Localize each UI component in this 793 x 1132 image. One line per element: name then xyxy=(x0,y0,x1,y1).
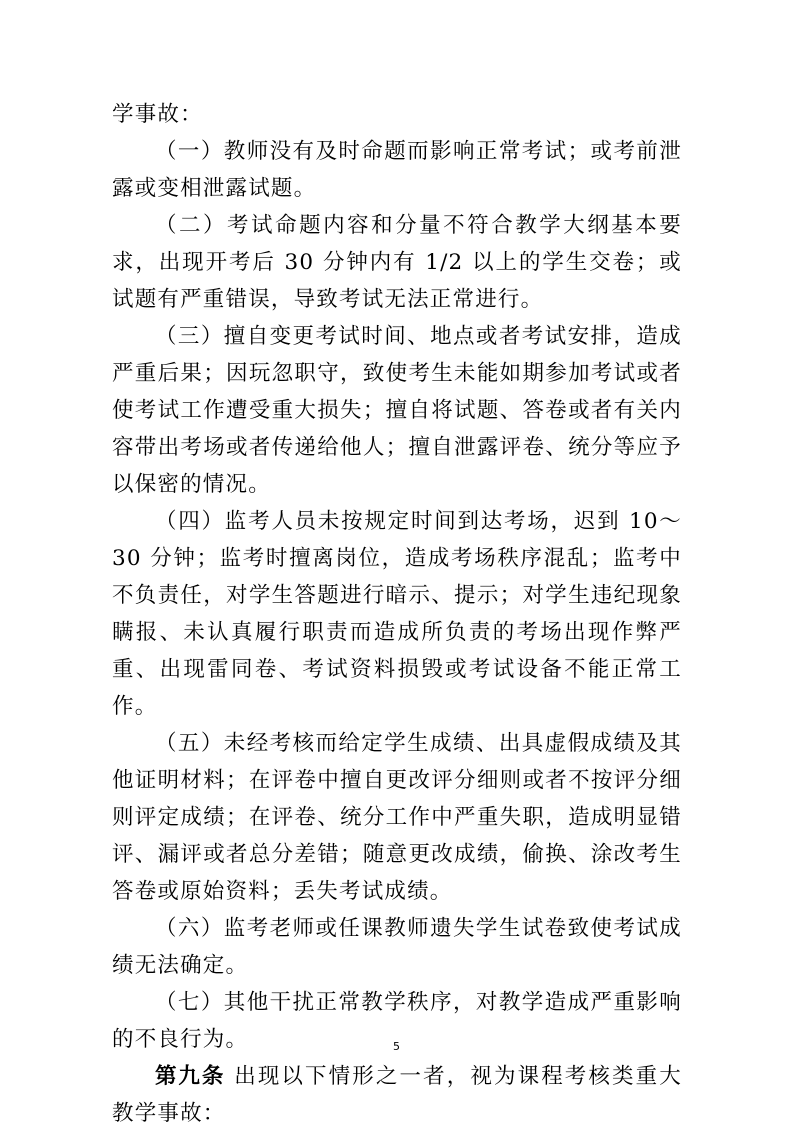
article-9 xyxy=(112,1058,682,1132)
item-6: （六）监考老师或任课教师遗失学生试卷致使考试成绩无法确定。 xyxy=(112,916,682,978)
item-1: （一）教师没有及时命题而影响正常考试；或考前泄露或变相泄露试题。 xyxy=(112,139,682,201)
article-number: 第九条 xyxy=(155,1064,226,1089)
item-2: （二）考试命题内容和分量不符合教学大纲基本要求，出现开考后 30 分钟内有 1/2 以上的学生交卷；或试题有严重错误，导致考试无法正常进行。 xyxy=(112,213,682,312)
article-text: 出现以下情形之一者，视为课程考核类重大教学事故： xyxy=(112,1064,682,1126)
item-3: （三）擅自变更考试时间、地点或者考试安排，造成严重后果；因玩忽职守，致使考生未能如期参加考试或者使考试工作遭受重大损失；擅自将试题、答卷或者有关内容带出考场或者传递给他人；擅自泄露评卷、统分等应予以保密的情况。 xyxy=(112,324,682,497)
page-number: 5 xyxy=(393,1040,400,1053)
item-4: （四）监考人员未按规定时间到达考场，迟到 10～30 分钟；监考时擅离岗位，造成考场秩序混乱；监考中不负责任，对学生答题进行暗示、提示；对学生违纪现象瞒报、未认真履行职责而造成所负责的考场出现作弊严重、出现雷同卷、考试资料损毁或考试设备不能正常工作。 xyxy=(112,509,682,719)
continued-line: 学事故： xyxy=(112,102,203,127)
item-5: （五）未经考核而给定学生成绩、出具虚假成绩及其他证明材料；在评卷中擅自更改评分细则或者不按评分细则评定成绩；在评卷、统分工作中严重失职，造成明显错评、漏评或者总分差错；随意更改成绩，偷换、涂改考生答卷或原始资料；丢失考试成绩。 xyxy=(112,731,682,904)
page-body xyxy=(112,96,682,1132)
item-7: （七）其他干扰正常教学秩序，对教学造成严重影响的不良行为。 xyxy=(112,990,682,1052)
